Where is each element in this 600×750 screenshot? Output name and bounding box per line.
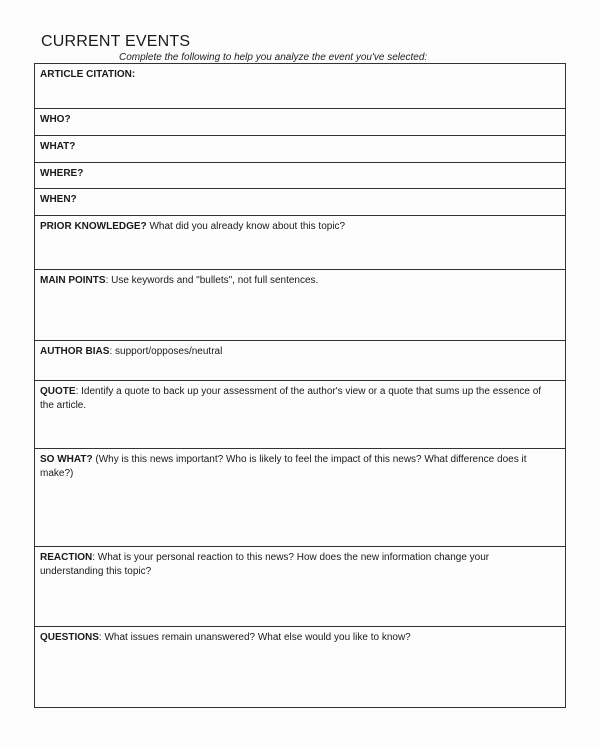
field-label: QUESTIONS: What issues remain unanswered? What else would you like to know? (40, 632, 411, 643)
field-label: AUTHOR BIAS: support/opposes/neutral (40, 346, 223, 357)
reaction-field[interactable] (35, 547, 565, 627)
field-label: QUOTE: Identify a quote to back up your assessment of the author's view or a quote that sums up the essence of the article. (40, 386, 542, 411)
questions-field[interactable] (35, 627, 565, 707)
field-label: WHERE? (40, 168, 84, 179)
main-points-field[interactable] (35, 270, 565, 341)
when-field[interactable] (35, 189, 565, 216)
prior-knowledge-field[interactable] (35, 216, 565, 270)
field-label: WHAT? (40, 141, 76, 152)
author-bias-field[interactable] (35, 341, 565, 381)
page-title: CURRENT EVENTS (41, 33, 191, 50)
worksheet-form (34, 63, 566, 708)
field-label: REACTION: What is your personal reaction to this news? How does the new information change your understanding this topic? (40, 552, 490, 577)
field-label: PRIOR KNOWLEDGE? What did you already know about this topic? (40, 221, 346, 232)
what-field[interactable] (35, 136, 565, 163)
field-label: WHEN? (40, 194, 77, 205)
where-field[interactable] (35, 163, 565, 189)
field-label: SO WHAT? (Why is this news important? Who is likely to feel the impact of this news? What difference does it make?) (40, 454, 527, 479)
who-field[interactable] (35, 109, 565, 136)
article-citation-field[interactable] (35, 64, 565, 109)
so-what-field[interactable] (35, 449, 565, 547)
field-label: ARTICLE CITATION: (40, 69, 136, 80)
instructions: Complete the following to help you analyze the event you've selected: (119, 52, 428, 63)
field-label: MAIN POINTS: Use keywords and "bullets", not full sentences. (40, 275, 319, 286)
quote-field[interactable] (35, 381, 565, 449)
field-label: WHO? (40, 114, 71, 125)
